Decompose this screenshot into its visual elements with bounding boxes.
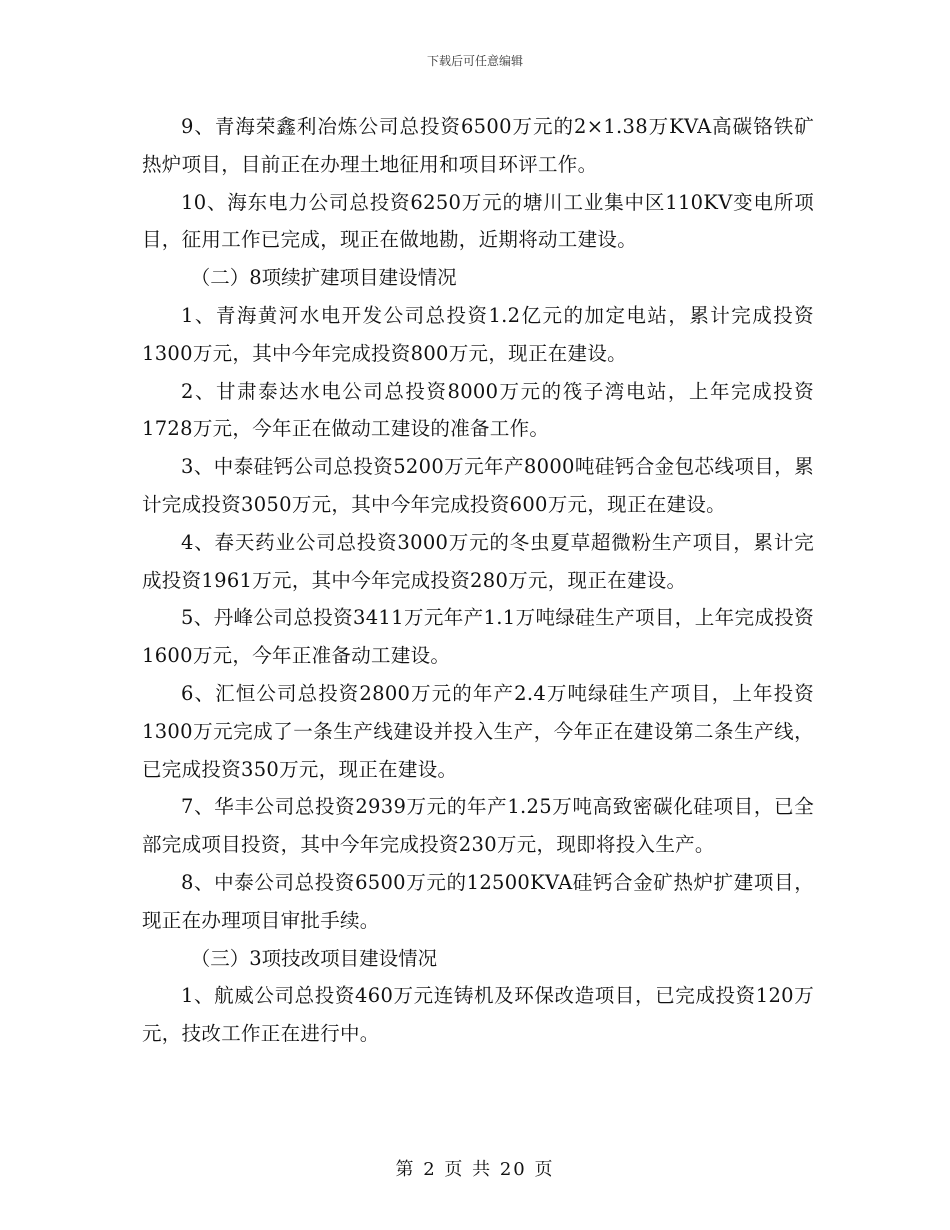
paragraph-item-2: 2、甘肃泰达水电公司总投资8000万元的筏子湾电站，上年完成投资1728万元，今年正在做动工建设的准备工作。 — [142, 379, 814, 441]
paragraph-item-3: 3、中泰硅钙公司总投资5200万元年产8000吨硅钙合金包芯线项目，累计完成投资3050万元，其中今年完成投资600万元，现正在建设。 — [142, 455, 814, 516]
page-number-footer: 第 2 页 共 20 页 — [395, 1159, 555, 1180]
page-header: 下载后可任意编辑 — [426, 54, 523, 68]
paragraph-item-9: 9、青海荣鑫利冶炼公司总投资6500万元的2×1.38万KVA高碳铬铁矿热炉项目，目前正在办理土地征用和项目环评工作。 — [142, 115, 814, 176]
paragraph-item-10: 10、海东电力公司总投资6250万元的塘川工业集中区110KV变电所项目，征用工作已完成，现正在做地勘，近期将动工建设。 — [142, 190, 814, 252]
paragraph-item-6: 6、汇恒公司总投资2800万元的年产2.4万吨绿硅生产项目，上年投资1300万元完成了一条生产线建设并投入生产，今年正在建设第二条生产线，已完成投资350万元，现正在建设。 — [142, 681, 814, 781]
section-heading-3: （三）3项技改项目建设情况 — [190, 946, 438, 970]
paragraph-item-7: 7、华丰公司总投资2939万元的年产1.25万吨高致密碳化硅项目，已全部完成项目投资，其中今年完成投资230万元，现即将投入生产。 — [142, 795, 814, 857]
paragraph-item-5: 5、丹峰公司总投资3411万元年产1.1万吨绿硅生产项目，上年完成投资1600万元，今年正准备动工建设。 — [142, 606, 814, 668]
document-body — [142, 108, 814, 1053]
paragraph-item-4: 4、春天药业公司总投资3000万元的冬虫夏草超微粉生产项目，累计完成投资1961万元，其中今年完成投资280万元，现正在建设。 — [142, 530, 814, 592]
paragraph-item-1: 1、青海黄河水电开发公司总投资1.2亿元的加定电站，累计完成投资1300万元，其中今年完成投资800万元，现正在建设。 — [142, 303, 814, 365]
section-heading-2: （二）8项续扩建项目建设情况 — [190, 266, 457, 290]
paragraph-item-8: 8、中泰公司总投资6500万元的12500KVA硅钙合金矿热炉扩建项目，现正在办理项目审批手续。 — [142, 870, 814, 932]
paragraph-item-1-tech: 1、航威公司总投资460万元连铸机及环保改造项目，已完成投资120万元，技改工作正在进行中。 — [142, 984, 814, 1046]
